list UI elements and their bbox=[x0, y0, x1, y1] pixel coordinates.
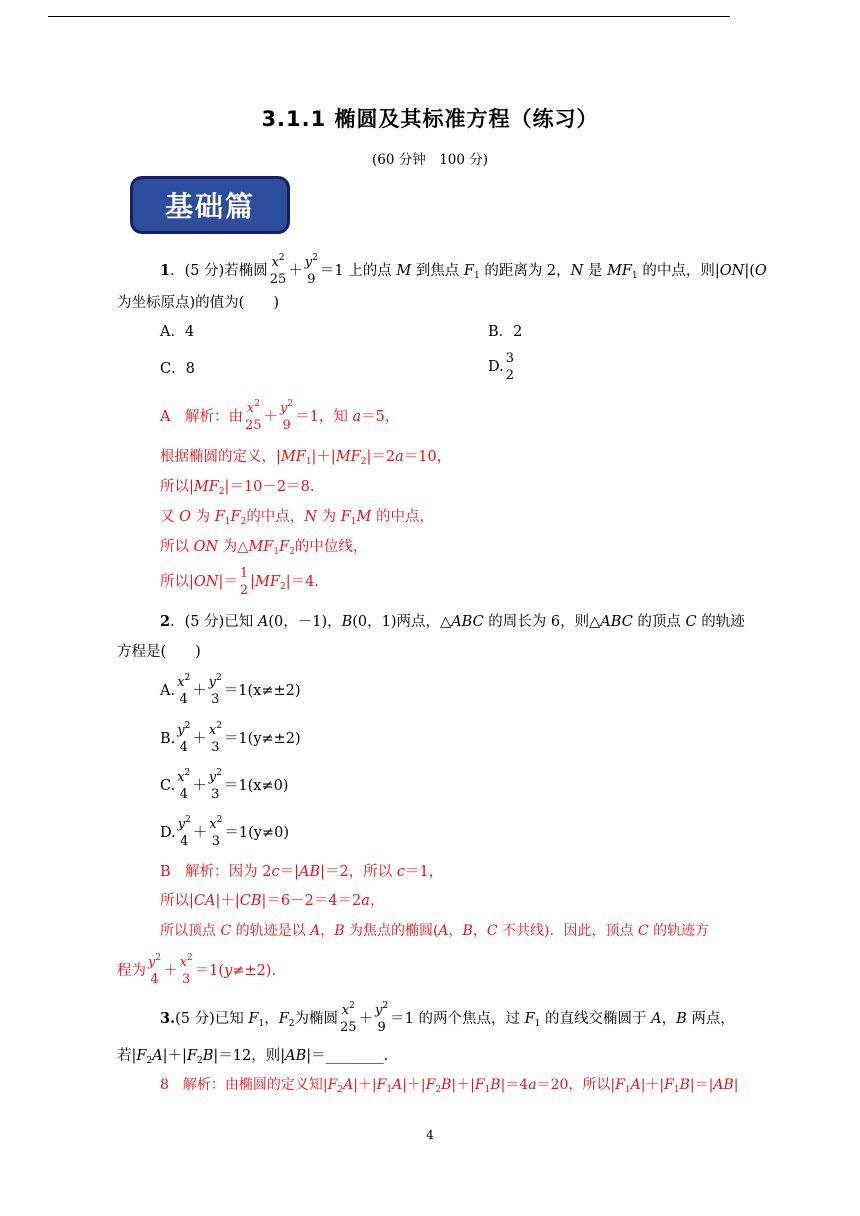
a2-line3: 所以顶点 C 的轨迹是以 A，B 为焦点的椭圆(A，B，C 不共线)．因此，顶点 C 的轨迹方 bbox=[160, 923, 710, 939]
q2-option-d: D. $y^2$ 4 ＋ $x^2$ 3 ＝1(y≠0) bbox=[160, 815, 289, 849]
q2-line2: 方程是( ) bbox=[117, 644, 201, 660]
q1-option-c: C．8 bbox=[160, 361, 195, 377]
q1-line2: 为坐标原点)的值为( ) bbox=[117, 295, 279, 311]
header-rule bbox=[48, 16, 730, 17]
fraction: $x^2$ 25 bbox=[269, 253, 287, 287]
q2-option-c: C. $x^2$ 4 ＋ $y^2$ 3 ＝1(x≠0) bbox=[160, 768, 289, 802]
q1-option-a: A．4 bbox=[160, 324, 195, 340]
page-subtitle: (60 分钟 100 分) bbox=[371, 152, 489, 168]
q1-option-b: B．2 bbox=[488, 324, 523, 340]
a2-line2: 所以|CA|＋|CB|＝6－2＝4＝2a， bbox=[160, 893, 385, 909]
a1-line2: 根据椭圆的定义，$|MF_1|+|MF_2|=2a=10$， bbox=[160, 449, 452, 467]
fraction: $y^2$ 9 bbox=[304, 253, 318, 287]
a2-line4: 程为 $y^2$ 4 ＋ $x^2$ 3 ＝1(y≠±2). bbox=[117, 953, 277, 987]
q2-option-b: B. $y^2$ 4 ＋ $x^2$ 3 ＝1(y≠±2) bbox=[160, 721, 301, 755]
q3-line1: 3.(5 分)已知 $F_1$，$F_2$为椭圆 $x^2$ 25 ＋ $y^2$ 9 ＝1 的两个焦点，过 $F_1$ 的直线交椭圆于 A，B 两点， bbox=[160, 1001, 735, 1035]
a1-line5: 所以 ON 为$\triangle MF_1F_2$的中位线， bbox=[160, 539, 368, 557]
a3-line1: 8 解析：由椭圆的定义知$|F_2A|+|F_1A|+|F_2B|+|F_1B|=4a=20$，所以$|F_1A|+|F_1B|=|AB|$ bbox=[160, 1077, 739, 1095]
q3-line2: 若$|F_2A|+|F_2B|=12$，则|AB|＝________. bbox=[117, 1048, 389, 1066]
q2-option-a: A. $x^2$ 4 ＋ $y^2$ 3 ＝1(x≠±2) bbox=[160, 673, 301, 707]
q2-line1: 2．(5 分)已知 A(0，－1)，B(0，1)两点，△ABC 的周长为 6，则△ABC 的顶点 C 的轨迹 bbox=[160, 613, 745, 630]
a2-line1: B 解析：因为 2c＝|AB|＝2，所以 c＝1， bbox=[160, 864, 444, 880]
q1-line1: 1．(5 分)若椭圆 $x^2$ 25 ＋ $y^2$ 9 ＝1 上的点 M 到焦点 $F_1$ 的距离为 2，N 是 $MF_1$ 的中点，则|ON|(O bbox=[160, 253, 767, 287]
a1-line1: A 解析：由 $x^2$ 25 ＋ $y^2$ 9 ＝1，知 a＝5， bbox=[160, 399, 400, 433]
a1-line4: 又 O 为 $F_1F_2$的中点，N 为 $F_1M$ 的中点， bbox=[160, 509, 434, 527]
page-number: 4 bbox=[426, 1128, 434, 1142]
page-title: 3.1.1 椭圆及其标准方程（练习） bbox=[261, 107, 599, 131]
q1-option-d: D. 3 2 bbox=[488, 351, 514, 383]
a1-line3: 所以$|MF_2|=10-2=8$. bbox=[160, 479, 315, 497]
a1-line6: 所以|ON|＝ 1 2 $|MF_2|=4$. bbox=[160, 566, 319, 598]
section-badge: 基础篇 bbox=[130, 176, 290, 234]
